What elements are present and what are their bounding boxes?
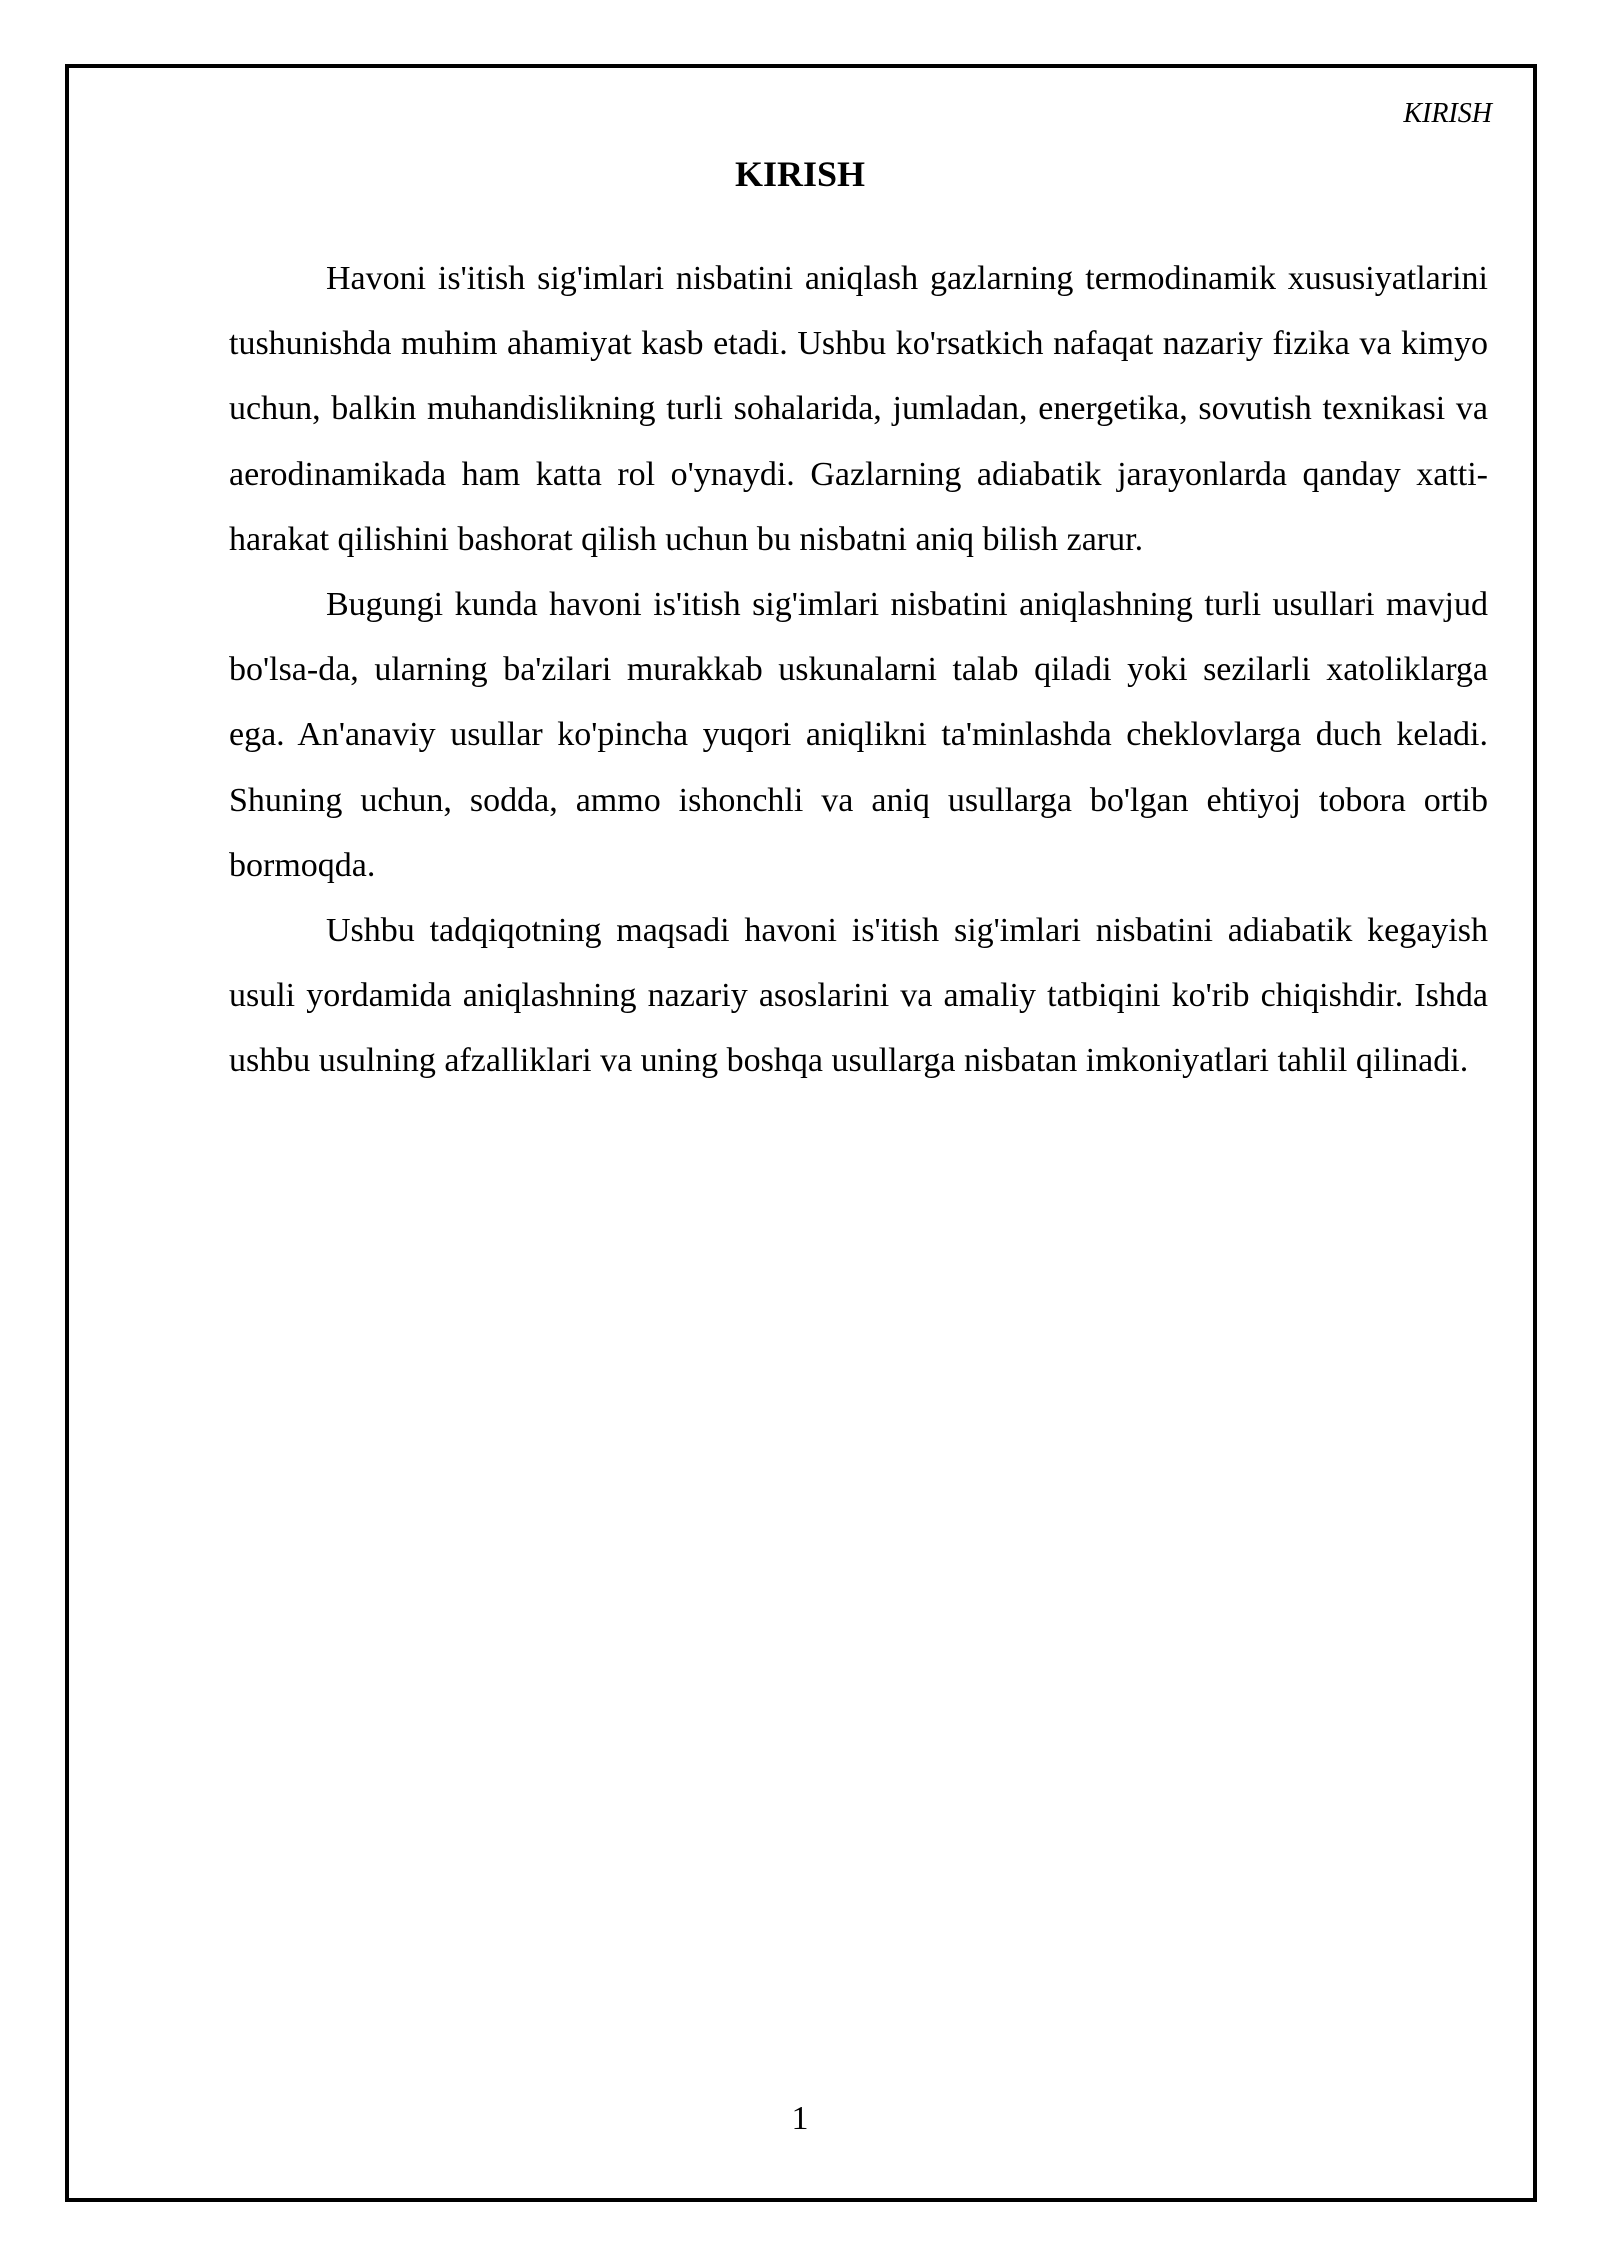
paragraph-3: Ushbu tadqiqotning maqsadi havoni is'itish sig'imlari nisbatini adiabatik kegayish usuli yordamida aniqlashning nazariy asoslarini va amaliy tatbiqini ko'rib chiqishdir. Ishda ushbu usulning afzalliklari va uning boshqa usullarga nisbatan imkoniyatlari tahlil qilinadi.	[229, 912, 1488, 1080]
paragraph-2: Bugungi kunda havoni is'itish sig'imlari nisbatini aniqlashning turli usullari mavjud bo'lsa-da, ularning ba'zilari murakkab uskunalarni talab qiladi yoki sezilarli xatoliklarga ega. An'anaviy usullar ko'pincha yuqori aniqlikni ta'minlashda cheklovlarga duch keladi. Shuning uchun, sodda, ammo ishonchli va aniq usullarga bo'lgan ehtiyoj tobora ortib bormoqda.	[229, 586, 1488, 884]
running-header: KIRISH	[1403, 98, 1492, 129]
page-title: KIRISH	[734, 154, 866, 194]
page-number: 1	[791, 2100, 809, 2137]
body-text	[229, 246, 1488, 1094]
paragraph-1: Havoni is'itish sig'imlari nisbatini aniqlash gazlarning termodinamik xususiyatlarini tushunishda muhim ahamiyat kasb etadi. Ushbu ko'rsatkich nafaqat nazariy fizika va kimyo uchun, balkin muhandislikning turli sohalarida, jumladan, energetika, sovutish texnikasi va aerodinamikada ham katta rol o'ynaydi. Gazlarning adiabatik jarayonlarda qanday xatti-harakat qilishini bashorat qilish uchun bu nisbatni aniq bilish zarur.	[229, 260, 1488, 558]
